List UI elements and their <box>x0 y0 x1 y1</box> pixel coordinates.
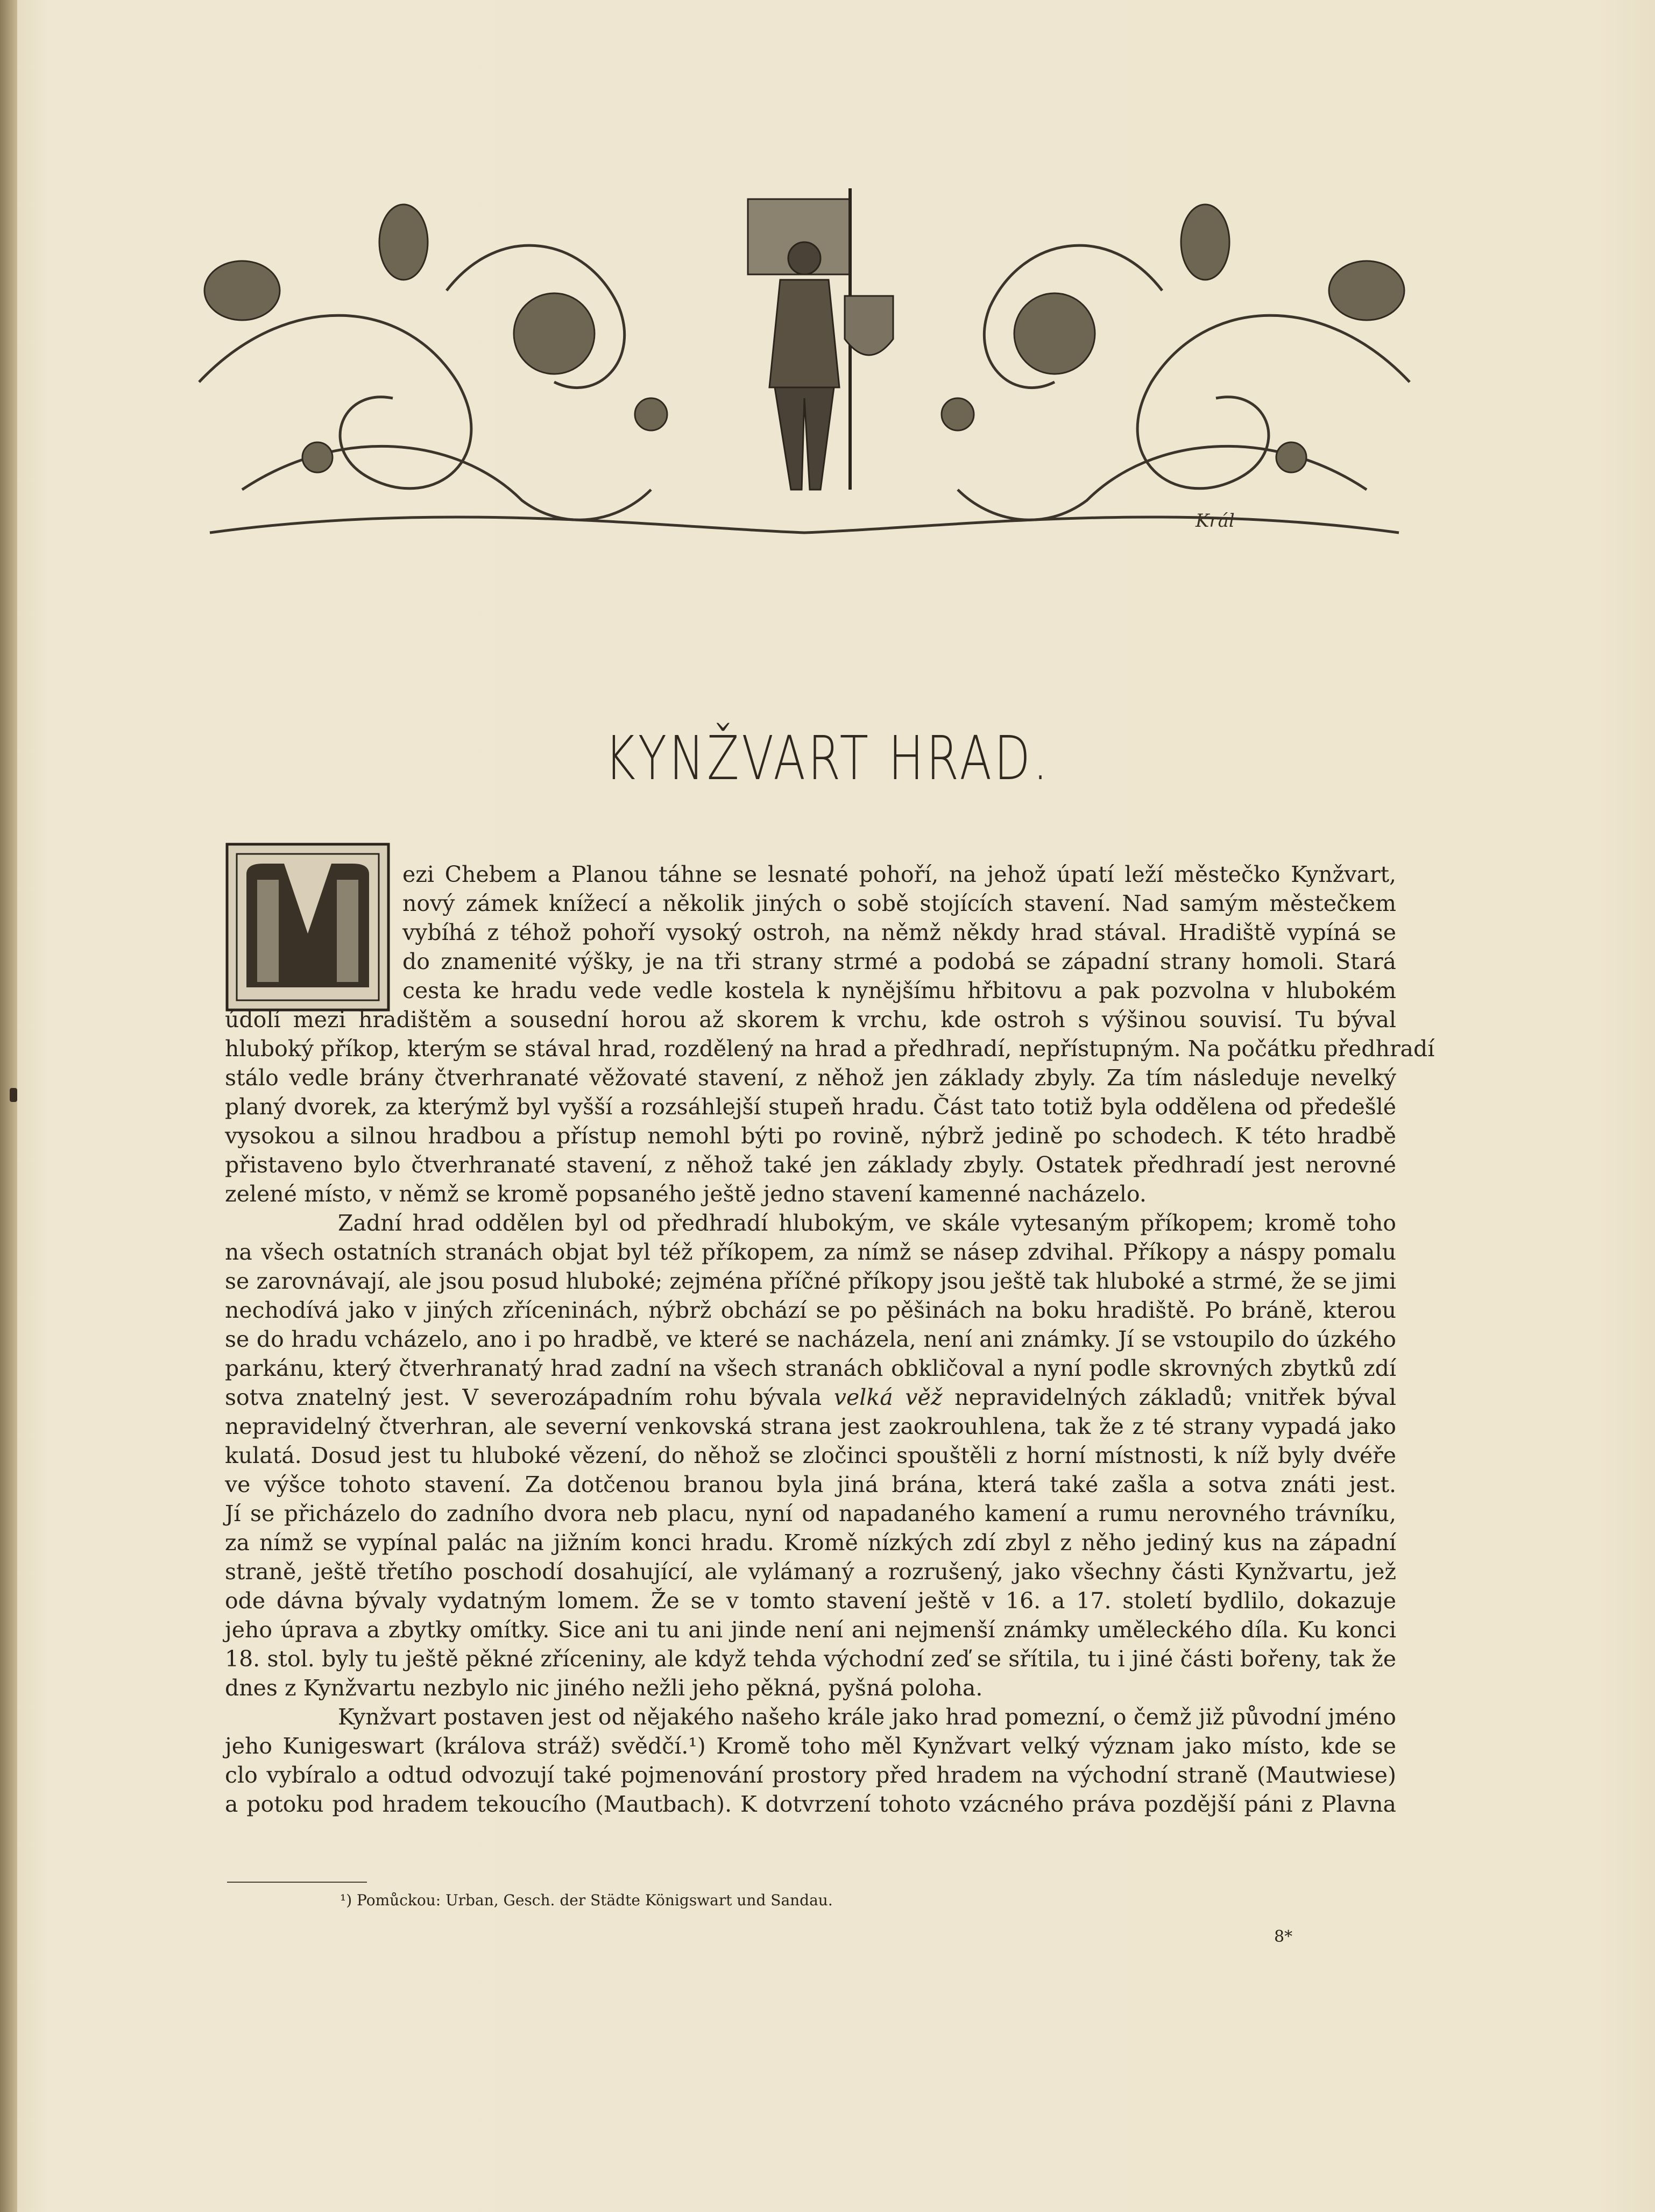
text-line: jeho úprava a zbytky omítky. Sice ani tu ani jinde není ani nejmenší známky uměleckého díla. Ku konci <box>225 1617 1396 1643</box>
ornamental-headpiece <box>178 156 1431 554</box>
page-gutter <box>0 0 17 2212</box>
italic-term: velká věž <box>833 1384 943 1410</box>
right-rosette <box>1014 293 1095 374</box>
right-flower-2 <box>1181 204 1229 280</box>
left-scroll <box>199 315 471 489</box>
text-line: hluboký příkop, kterým se stával hrad, rozdělený na hrad a předhradí, nepřístupným. Na počátku předhradí <box>225 1036 1435 1062</box>
text-line: nepravidelný čtverhran, ale severní venkovská strana jest zaokrouhlena, tak že z té strany vypadá jako <box>225 1414 1396 1439</box>
right-scroll <box>1137 315 1410 489</box>
text-line-with-italic <box>225 1383 1396 1412</box>
knight-figure <box>748 188 893 490</box>
text-line: ode dávna bývaly vydatným lomem. Že se v tomto stavení ještě v 16. a 17. století bydlilo, dokazuje <box>225 1588 1396 1614</box>
artist-signature: Král <box>1196 510 1235 532</box>
text-line: dnes z Kynžvartu nezbylo nic jiného nežli jeho pěkná, pyšná poloha. <box>225 1675 983 1701</box>
text-line: kulatá. Dosud jest tu hluboké vězení, do něhož se zločinci spouštěli z horní místnosti, k níž byly dvéře <box>225 1443 1396 1468</box>
text-line: 18. stol. byly tu ještě pěkné zříceniny, ale když tehda východní zeď se sřítila, tu i jiné části bořeny, tak že <box>225 1646 1396 1672</box>
text-line: stálo vedle brány čtverhranaté věžovaté stavení, z něhož jen základy zbyly. Za tím následuje nevelký <box>225 1065 1396 1091</box>
text-line: nechodívá jako v jiných zříceninách, nýbrž obchází se po pěšinách na boku hradiště. Po bráně, kterou <box>225 1297 1396 1323</box>
text-line: jeho Kunigeswart (králova stráž) svědčí.¹) Kromě toho měl Kynžvart velký význam jako místo, kde se <box>225 1733 1396 1759</box>
text-line: ezi Chebem a Planou táhne se lesnaté pohoří, na jehož úpatí leží městečko Kynžvart, <box>402 861 1396 887</box>
text-line: za nímž se vypínal palác na jižním konci hradu. Kromě nízkých zdí zbyl z něho jediný kus na západní <box>225 1530 1396 1556</box>
text-line: Jí se přicházelo do zadního dvora neb placu, nyní od napadaného kamení a rumu nerovného trávníku, <box>225 1501 1396 1527</box>
text-line: Kynžvart postaven jest od nějakého našeho krále jako hrad pomezní, o čemž již původní jméno <box>338 1704 1396 1730</box>
text-line: vysokou a silnou hradbou a přístup nemohl býti po rovině, nýbrž jedině po schodech. K této hradbě <box>225 1123 1396 1149</box>
left-flower <box>204 261 280 320</box>
footnote-divider <box>227 1882 367 1883</box>
text-line: se zarovnávají, ale jsou posud hluboké; zejména příčné příkopy jsou ještě tak hluboké a strmé, že se jimi <box>225 1268 1396 1294</box>
text-line: nový zámek knížecí a několik jiných o sobě stojících stavení. Nad samým městečkem <box>402 891 1396 916</box>
right-flower <box>1329 261 1404 320</box>
page-title: KYNŽVART HRAD. <box>604 724 1051 794</box>
text-line: do znamenité výšky, je na tři strany strmé a podobá se západní strany homoli. Stará <box>402 949 1396 974</box>
decorated-initial <box>225 842 391 1012</box>
text-line: planý dvorek, za kterýmž byl vyšší a rozsáhlejší stupeň hradu. Část tato totiž byla oddělena od předešlé <box>225 1094 1396 1120</box>
text-line: údolí mezi hradištěm a sousední horou až skorem k vrchu, kde ostroh s výšinou souvisí. Tu býval <box>225 1007 1396 1033</box>
text-line: clo vybíralo a odtud odvozují také pojmenování prostory před hradem na východní straně (Mautwiese) <box>225 1762 1396 1788</box>
text-line: se do hradu vcházelo, ano i po hradbě, ve které se nacházela, není ani známky. Jí se vstoupilo do úzkého <box>225 1326 1396 1352</box>
left-rosette <box>514 293 595 374</box>
text-line: ve výšce tohoto stavení. Za dotčenou branou byla jiná brána, která také zašla a sotva znáti jest. <box>225 1472 1396 1497</box>
text-line: straně, ještě třetího poschodí dosahující, ale vylámaný a rozrušený, jako všechny části Kynžvartu, jež <box>225 1559 1396 1585</box>
page-number: 8* <box>1274 1927 1293 1946</box>
text-line: přistaveno bylo čtverhranaté stavení, z něhož také jen základy zbyly. Ostatek předhradí jest nerovné <box>225 1152 1396 1178</box>
text-line: na všech ostatních stranách objat byl též příkopem, za nímž se násep zdvihal. Příkopy a náspy pomalu <box>225 1239 1396 1265</box>
text-segment: sotva znatelný jest. V severozápadním rohu bývala <box>225 1384 834 1410</box>
margin-mark <box>10 1088 17 1102</box>
text-line: Zadní hrad oddělen byl od předhradí hlubokým, ve skále vytesaným příkopem; kromě toho <box>338 1210 1396 1236</box>
text-line: a potoku pod hradem tekoucího (Mautbach). K dotvrzení tohoto vzácného práva pozdější páni z Plavna <box>225 1791 1396 1817</box>
text-line: vybíhá z téhož pohoří vysoký ostroh, na němž někdy hrad stával. Hradiště vypíná se <box>402 920 1396 945</box>
text-line: zelené místo, v němž se kromě popsaného ještě jedno stavení kamenné nacházelo. <box>225 1181 1147 1207</box>
text-line: cesta ke hradu vede vedle kostela k nynějšímu hřbitovu a pak pozvolna v hlubokém <box>402 978 1396 1003</box>
text-line: parkánu, který čtverhranatý hrad zadní na všech stranách obkličoval a nyní podle skrovných zbytků zdí <box>225 1355 1396 1381</box>
footnote: ¹) Pomůckou: Urban, Gesch. der Städte Königswart und Sandau. <box>340 1891 833 1909</box>
text-segment: nepravidelných základů; vnitřek býval <box>942 1384 1397 1410</box>
shield-icon <box>845 296 893 355</box>
left-flower-2 <box>379 204 428 280</box>
